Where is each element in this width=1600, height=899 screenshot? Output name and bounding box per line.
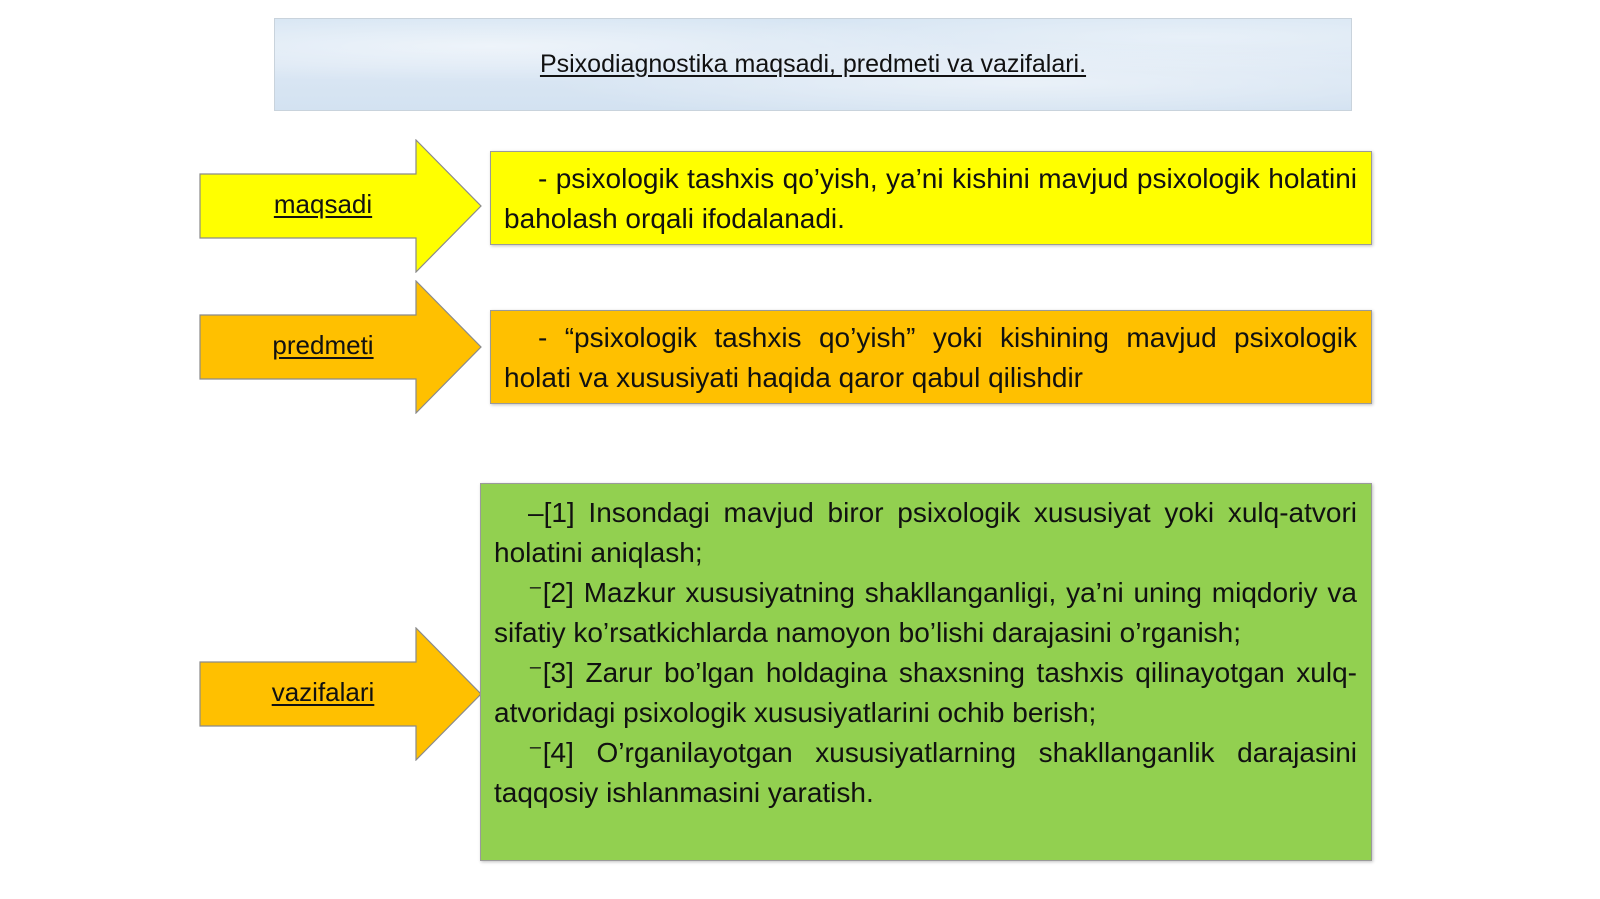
predmeti-text: - “psixologik tashxis qo’yish” yoki kishining mavjud psixologik holati va xususiyati haqida qaror qabul qilishdir (504, 322, 1357, 393)
vazifalari-item-1: –[1] Insondagi mavjud biror psixologik xususiyat yoki xulq-atvori holatini aniqlash; (494, 497, 1357, 568)
arrow-label-predmeti: predmeti (272, 330, 374, 360)
arrow-vazifalari (199, 627, 483, 761)
predmeti-box (490, 310, 1372, 404)
maqsadi-box (490, 151, 1372, 245)
arrow-maqsadi (199, 139, 483, 273)
arrow-label-vazifalari: vazifalari (271, 677, 375, 707)
vazifalari-item-3: ⁻[3] Zarur bo’lgan holdagina shaxsning tashxis qilinayotgan xulq-atvoridagi psixologik xususiyatlarini ochib berish; (494, 657, 1357, 728)
title-banner (274, 18, 1352, 111)
arrow-label-maqsadi: maqsadi (273, 189, 373, 219)
page-title: Psixodiagnostika maqsadi, predmeti va vazifalari. (539, 50, 1087, 78)
vazifalari-item-2: ⁻[2] Mazkur xususiyatning shakllanganligi, ya’ni uning miqdoriy va sifatiy ko’rsatkichlarda namoyon bo’lishi darajasini o’rganish; (494, 577, 1357, 648)
vazifalari-item-4: ⁻[4] O’rganilayotgan xususiyatlarning shakllanganlik darajasini taqqosiy ishlanmasini yaratish. (494, 737, 1357, 808)
arrow-predmeti (199, 280, 483, 414)
vazifalari-box (480, 483, 1372, 861)
maqsadi-text: - psixologik tashxis qo’yish, ya’ni kishini mavjud psixologik holatini baholash orqali ifodalanadi. (504, 163, 1357, 234)
